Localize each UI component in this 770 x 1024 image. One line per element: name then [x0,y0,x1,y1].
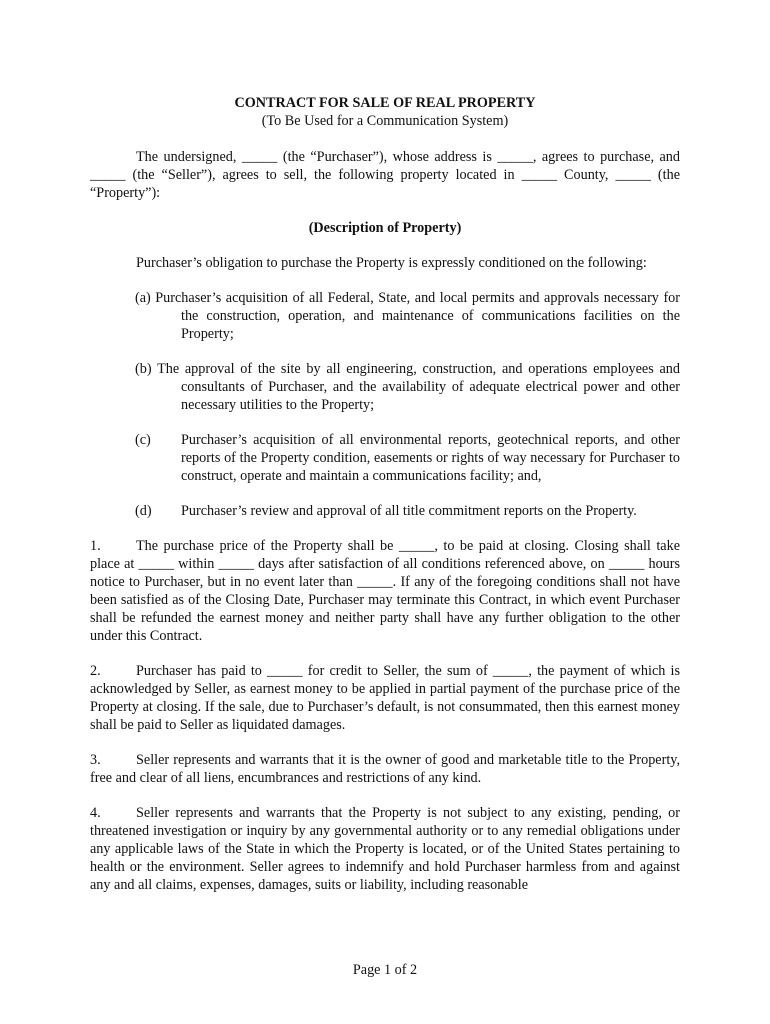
paragraph-number: 2. [90,663,101,679]
document-title: CONTRACT FOR SALE OF REAL PROPERTY [234,95,536,111]
condition-text: Purchaser’s acquisition of all Federal, State, and local permits and approvals necessary for the construction, operation, and maintenance of communications facilities on the Property; [155,290,680,342]
condition-c [135,431,680,485]
paragraph-number: 4. [90,805,101,821]
condition-marker: (d) [135,503,152,519]
numbered-paragraph-1 [90,537,680,645]
condition-b [135,360,680,414]
condition-d [135,502,680,520]
document-subtitle: (To Be Used for a Communication System) [261,113,509,129]
numbered-paragraph-3 [90,751,680,787]
condition-a [135,289,680,343]
condition-text: Purchaser’s acquisition of all environmental reports, geotechnical reports, and other reports of the Property condition, easements or rights of way necessary for Purchaser to construct, operate and maintain a communications facility; and, [181,432,680,484]
paragraph-text: The purchase price of the Property shall be _____, to be paid at closing. Closing shall take place at _____ within _____ days after satisfaction of all conditions referenced above, on _____ hours notice to Purchaser, but in no event later than _____. If any of the foregoing conditions shall not have been satisfied as of the Closing Date, Purchaser may terminate this Contract, in which event Purchaser shall be refunded the earnest money and neither party shall have any further obligation to the other under this Contract. [90,538,680,644]
property-description-heading: (Description of Property) [308,220,462,236]
paragraph-number: 3. [90,752,101,768]
obligation-intro-paragraph: Purchaser’s obligation to purchase the Property is expressly conditioned on the following: [136,255,647,271]
condition-marker: (b) [135,361,152,377]
condition-marker: (c) [135,432,151,448]
numbered-paragraph-4 [90,804,680,894]
intro-paragraph: The undersigned, _____ (the “Purchaser”), whose address is _____, agrees to purchase, and _____ (the “Seller”), agrees to sell, the following property located in _____ County, _____ (the “Property”): [90,149,680,201]
page-footer: Page 1 of 2 [352,962,418,978]
document-page [90,94,680,911]
condition-text: Purchaser’s review and approval of all title commitment reports on the Property. [181,503,637,519]
paragraph-text: Seller represents and warrants that the Property is not subject to any existing, pending, or threatened investigation or inquiry by any governmental authority or to any remedial obligations under any applicable laws of the State in which the Property is located, or of the United States pertaining to health or the environment. Seller agrees to indemnify and hold Purchaser harmless from and against any and all claims, expenses, damages, suits or liability, including reasonable [90,805,680,893]
numbered-paragraph-2 [90,662,680,734]
paragraph-number: 1. [90,538,101,554]
paragraph-text: Seller represents and warrants that it is the owner of good and marketable title to the Property, free and clear of all liens, encumbrances and restrictions of any kind. [90,752,680,786]
condition-marker: (a) [135,290,151,306]
condition-text: The approval of the site by all engineering, construction, and operations employees and consultants of Purchaser, and the availability of adequate electrical power and other necessary utilities to the Property; [157,361,680,413]
paragraph-text: Purchaser has paid to _____ for credit to Seller, the sum of _____, the payment of which is acknowledged by Seller, as earnest money to be applied in partial payment of the purchase price of the Property at closing. If the sale, due to Purchaser’s default, is not consummated, then this earnest money shall be paid to Seller as liquidated damages. [90,663,680,733]
